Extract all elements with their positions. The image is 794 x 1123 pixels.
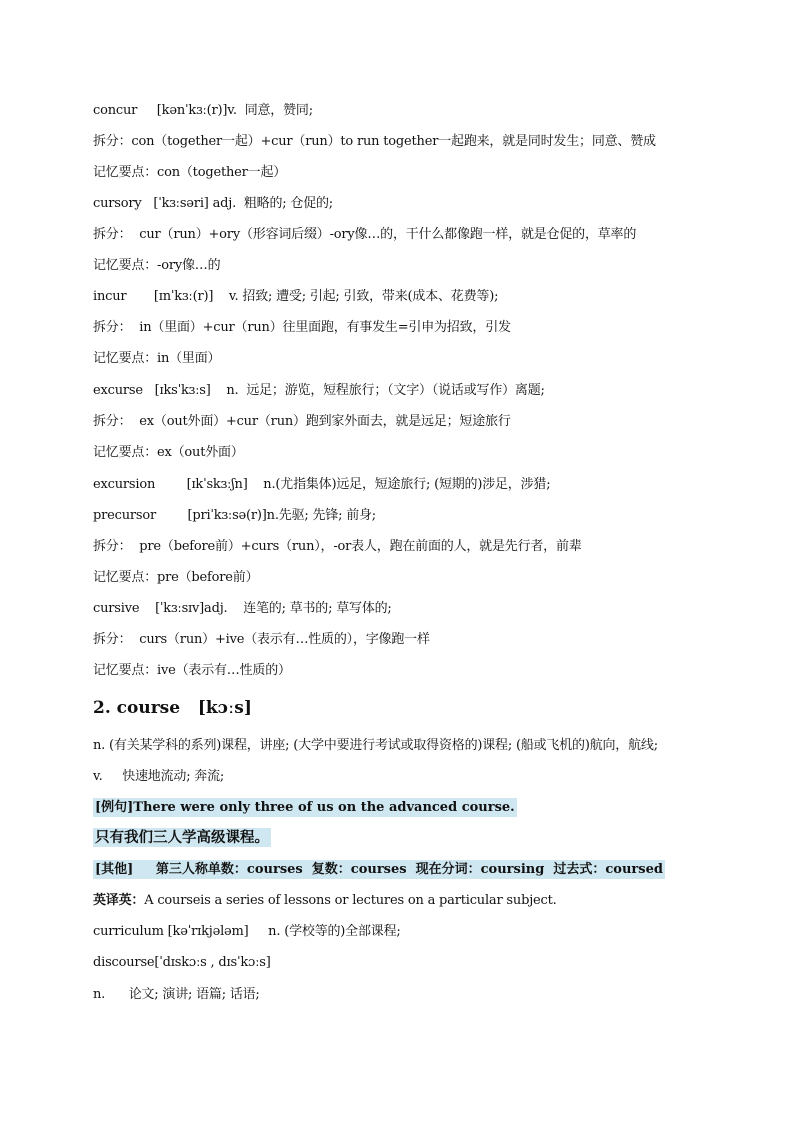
discourse-definition: n. 论文; 演讲; 语篇; 话语;: [93, 987, 260, 1002]
entry-precursor: precursor [priˈkɜːsə(r)]n.先驱; 先锋; 前身;: [93, 508, 376, 523]
example-translation: 只有我们三人学高级课程。: [95, 829, 269, 846]
en-definition-text: A courseis a series of lessons or lectures on a particular subject.: [144, 893, 557, 908]
course-verb-definition: v. 快速地流动; 奔流;: [93, 769, 225, 784]
memory-precursor: 记忆要点：pre（before前）: [93, 570, 259, 585]
memory-excurse: 记忆要点：ex（out外面）: [93, 445, 244, 460]
en-definition-label: 英译英：: [93, 893, 145, 908]
memory-cursive: 记忆要点：ive（表示有…性质的）: [93, 663, 291, 678]
other-forms: [其他] 第三人称单数：courses 复数：courses 现在分词：coursing 过去式：coursed: [95, 862, 663, 877]
entry-excursion: excursion [ɪkˈskɜːʃn] n.(尤指集体)远足，短途旅行; (短期的)涉足，涉猎;: [93, 477, 551, 492]
example-sentence: [例句]There were only three of us on the advanced course.: [95, 800, 515, 815]
split-incur: 拆分： in（里面）+cur（run）往里面跑，有事发生=引申为招致，引发: [93, 320, 511, 335]
memory-cursory: 记忆要点：-ory像…的: [93, 258, 221, 273]
entry-incur: incur [ɪnˈkɜː(r)] v. 招致; 遭受; 引起; 引致，带来(成本、花费等);: [93, 289, 499, 304]
split-precursor: 拆分： pre（before前）+curs（run），-or表人，跑在前面的人，就是先行者，前辈: [93, 539, 582, 554]
split-excurse: 拆分： ex（out外面）+cur（run）跑到家外面去，就是远足；短途旅行: [93, 414, 511, 429]
split-concur: 拆分：con（together一起）+cur（run）to run together一起跑来，就是同时发生；同意、赞成: [93, 134, 656, 149]
memory-concur: 记忆要点：con（together一起）: [93, 165, 287, 180]
section-heading: 2. course [kɔːs]: [93, 698, 252, 718]
split-cursory: 拆分： cur（run）+ory（形容词后缀）-ory像…的，干什么都像跑一样，就是仓促的，草率的: [93, 227, 637, 242]
entry-excurse: excurse [ɪksˈkɜːs] n. 远足；游览，短程旅行；（文字）（说话或写作）离题;: [93, 383, 545, 398]
memory-incur: 记忆要点：in（里面）: [93, 351, 221, 366]
entry-discourse: discourse[ˈdɪskɔːs , dɪsˈkɔːs]: [93, 955, 271, 970]
course-noun-definition: n. (有关某学科的系列)课程，讲座; (大学中要进行考试或取得资格的)课程; (船或飞机的)航向，航线;: [93, 738, 658, 753]
entry-curriculum: curriculum [kəˈrɪkjələm] n. (学校等的)全部课程;: [93, 924, 401, 939]
entry-cursive: cursive [ˈkɜːsɪv]adj. 连笔的; 草书的; 草写体的;: [93, 601, 392, 616]
entry-cursory: cursory [ˈkɜːsəri] adj. 粗略的; 仓促的;: [93, 196, 333, 211]
split-cursive: 拆分： curs（run）+ive（表示有…性质的），字像跑一样: [93, 632, 430, 647]
en-definition: [93, 892, 557, 910]
entry-concur: concur [kənˈkɜː(r)]v. 同意，赞同;: [93, 103, 313, 118]
